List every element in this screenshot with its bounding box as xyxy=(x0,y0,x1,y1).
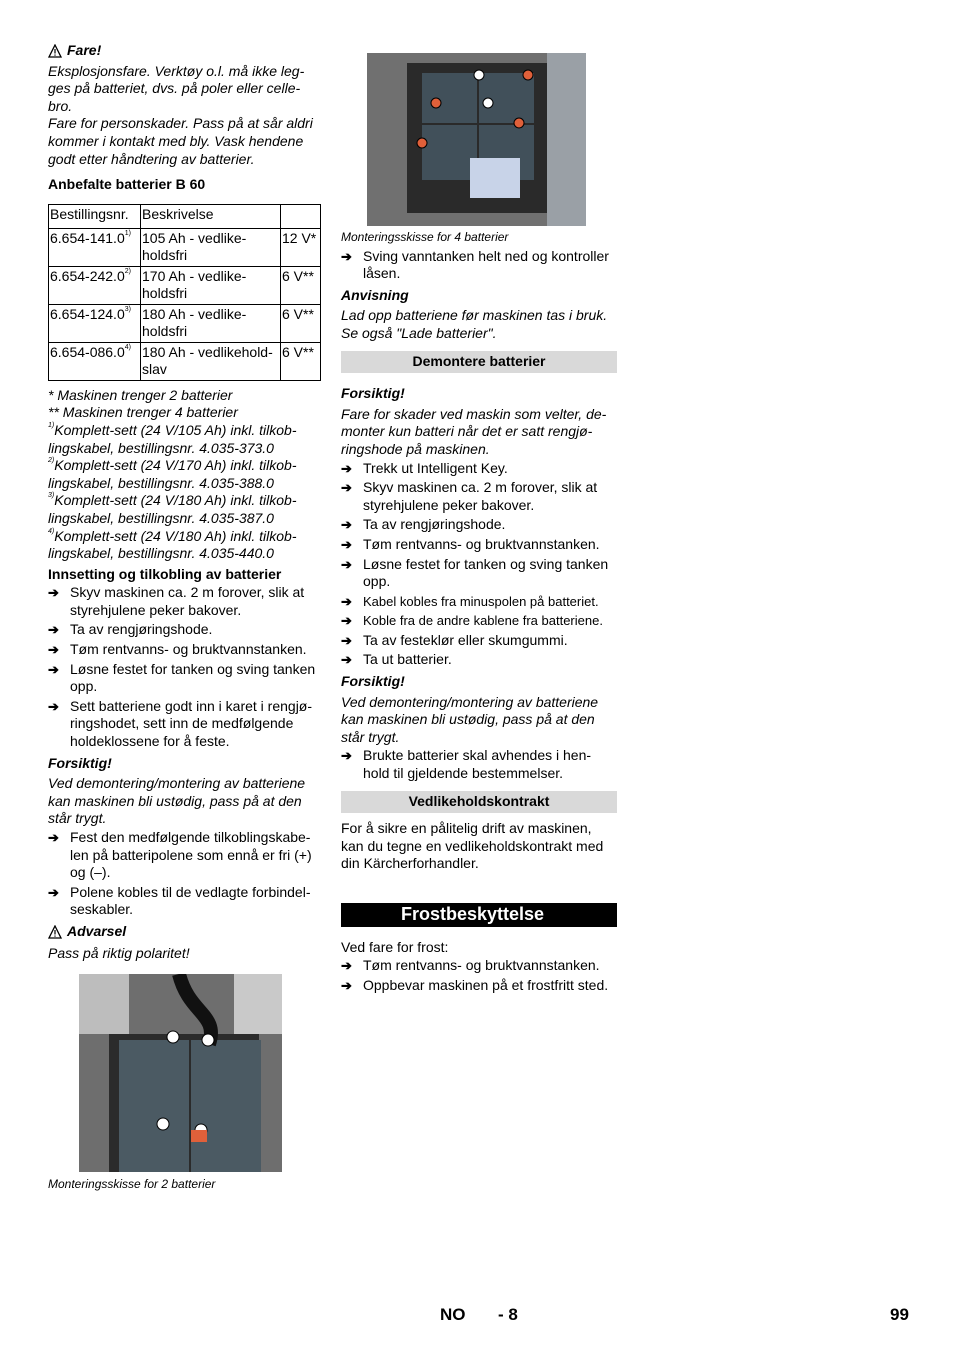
contract-heading: Vedlikeholdskontrakt xyxy=(341,791,617,814)
caution1-title: Forsiktig! xyxy=(341,385,405,402)
arrow-icon: ➔ xyxy=(341,613,352,629)
arrow-icon: ➔ xyxy=(341,593,352,609)
arrow-icon: ➔ xyxy=(48,585,59,601)
list-item: ➔ Koble fra de andre kablene fra batteriene. xyxy=(341,613,603,629)
footer-section: - 8 xyxy=(498,1305,518,1324)
caution2-title: Forsiktig! xyxy=(341,673,405,690)
warning-triangle-icon xyxy=(48,44,62,58)
left-column xyxy=(48,40,320,1194)
table-row: 6.654-242.0$^{2)}$ 170 Ah - vedlike- holdsfri 6 V** xyxy=(49,266,321,304)
battery-illustration xyxy=(367,53,586,226)
list-item: ➔ Tøm rentvanns- og bruktvannstanken. xyxy=(341,535,600,552)
note-text: Lad opp batteriene før maskinen tas i bruk. Se også "Lade batterier". xyxy=(341,307,608,341)
caution2-text: Ved demontering/montering av batteriene kan maskinen bli ustødig, pass på at den står trygt. xyxy=(341,693,599,745)
insert-heading: Innsetting og tilkobling av batterier xyxy=(48,565,282,582)
arrow-icon: ➔ xyxy=(48,622,59,638)
frost-intro: Ved fare for frost: xyxy=(341,938,449,955)
arrow-icon: ➔ xyxy=(341,536,352,552)
arrow-icon: ➔ xyxy=(341,248,352,264)
footer-language: NO xyxy=(440,1305,466,1324)
warning-triangle-icon xyxy=(48,925,62,939)
battery-illustration xyxy=(79,974,282,1172)
list-item: ➔ Løsne festet for tanken og sving tanken opp. xyxy=(341,555,609,590)
arrow-icon: ➔ xyxy=(341,480,352,496)
insert-steps xyxy=(48,584,320,750)
list-item: ➔ Skyv maskinen ca. 2 m forover, slik at styrehjulene peker bakover. xyxy=(48,584,305,618)
remove-steps xyxy=(341,460,617,670)
four-battery-photo xyxy=(367,53,586,226)
arrow-icon: ➔ xyxy=(48,642,59,658)
arrow-icon: ➔ xyxy=(341,748,352,764)
caption-2-batteries: Monteringsskisse for 2 batterier xyxy=(48,1177,216,1192)
list-item: ➔ Tøm rentvanns- og bruktvannstanken. xyxy=(341,957,600,974)
arrow-icon: ➔ xyxy=(341,517,352,533)
arrow-icon: ➔ xyxy=(48,830,59,845)
arrow-icon: ➔ xyxy=(341,460,352,476)
caution1-text: Fare for skader ved maskin som velter, de- monter kun batteri når det er satt rengjø- ringshode på maskinen. xyxy=(341,405,607,457)
arrow-icon: ➔ xyxy=(341,977,352,993)
table-row: 6.654-141.0$^{1)}$ 105 Ah - vedlike- holdsfri 12 V* xyxy=(49,228,321,266)
list-item: ➔ Sving vanntanken helt ned og kontroller låsen. xyxy=(341,247,609,282)
frost-heading: Frostbeskyttelse xyxy=(341,903,617,927)
arrow-icon: ➔ xyxy=(48,661,59,677)
contract-text: For å sikre en pålitelig drift av maskinen, kan du tegne en vedlikeholdskontrakt med din Kärcherforhandler. xyxy=(341,820,604,872)
list-item: ➔ Tøm rentvanns- og bruktvannstanken. xyxy=(48,641,307,658)
caution-text: Ved demontering/montering av batteriene kan maskinen bli ustødig, pass på at den står trygt. xyxy=(48,775,306,827)
arrow-icon: ➔ xyxy=(341,958,352,974)
list-item: ➔ Brukte batterier skal avhendes i hen- hold til gjeldende bestemmelser. xyxy=(341,747,592,782)
page-number: 99 xyxy=(890,1305,909,1324)
arrow-icon: ➔ xyxy=(48,884,59,900)
warning-title: Advarsel xyxy=(48,923,320,941)
arrow-icon: ➔ xyxy=(341,652,352,668)
list-item: ➔ Ta ut batterier. xyxy=(341,651,452,668)
battery-heading: Anbefalte batterier B 60 xyxy=(48,176,206,193)
arrow-icon: ➔ xyxy=(341,632,352,648)
table-row: 6.654-086.0$^{4)}$ 180 Ah - vedlikehold- slav 6 V** xyxy=(49,342,321,380)
list-item: ➔ Oppbevar maskinen på et frostfritt sted. xyxy=(341,976,609,993)
caution-title: Forsiktig! xyxy=(48,754,112,771)
list-item: ➔ Løsne festet for tanken og sving tanken opp. xyxy=(48,660,316,695)
remove-heading: Demontere batterier xyxy=(341,351,617,374)
list-item: ➔ Sett batteriene godt inn i karet i rengjø- ringshodet, sett inn de medfølgende holdeklossene for å feste. xyxy=(48,697,313,750)
list-item: ➔ Ta av rengjøringshode. xyxy=(48,621,213,638)
list-item: ➔ Trekk ut Intelligent Key. xyxy=(341,459,508,476)
list-item: ➔ Ta av rengjøringshode. xyxy=(341,516,506,533)
battery-table xyxy=(48,204,321,381)
right-column xyxy=(341,53,617,996)
list-item: ➔ Ta av festeklør eller skumgummi. xyxy=(341,631,568,648)
list-item: ➔ Fest den medfølgende tilkoblingskabe- len på batteripolene som ennå er fri (+) og (–). xyxy=(48,829,312,881)
two-battery-photo xyxy=(79,974,282,1172)
note-title: Anvisning xyxy=(341,286,409,303)
table-row: 6.654-124.0$^{3)}$ 180 Ah - vedlike- holdsfri 6 V** xyxy=(49,304,321,342)
caption-4-batteries: Monteringsskisse for 4 batterier xyxy=(341,230,509,244)
danger-title: Fare! xyxy=(48,42,320,60)
arrow-icon: ➔ xyxy=(48,698,59,714)
table-notes: * Maskinen trenger 2 batterier ** Maskinen trenger 4 batterier $^{1)}$Komplett-sett (24 V/105 Ah) inkl. tilkob- lingskabel, bestillingsnr. 4.035-373.0 $^{2)}$Komplett-sett (24 V/170 Ah) inkl. tilkob- lingskabel, bestillingsnr. 4.035-388.0 $^{3)}$Komplett-sett (24 V/180 Ah) inkl. tilkob- lingskabel, bestillingsnr. 4.035-387.0 $^{4)}$Komplett-sett (24 V/180 Ah) inkl. tilkob- lingskabel, bestillingsnr. 4.035-440.0 xyxy=(48,386,297,562)
table-header-row: Bestillingsnr. Beskrivelse xyxy=(49,204,321,228)
warning-text: Pass på riktig polaritet! xyxy=(48,944,190,961)
danger-text: Eksplosjonsfare. Verktøy o.l. må ikke leg- ges på batteriet, dvs. på poler eller celle- bro. Fare for personskader. Pass på at sår aldri kommer i kontakt med bly. Vask hendene godt etter håndtering av batterier. xyxy=(48,62,313,167)
list-item: ➔ Skyv maskinen ca. 2 m forover, slik at styrehjulene peker bakover. xyxy=(341,479,598,513)
list-item: ➔ Kabel kobles fra minuspolen på batteriet. xyxy=(341,593,599,609)
list-item: ➔ Polene kobles til de vedlagte forbindel- seskabler. xyxy=(48,883,311,918)
arrow-icon: ➔ xyxy=(341,556,352,572)
